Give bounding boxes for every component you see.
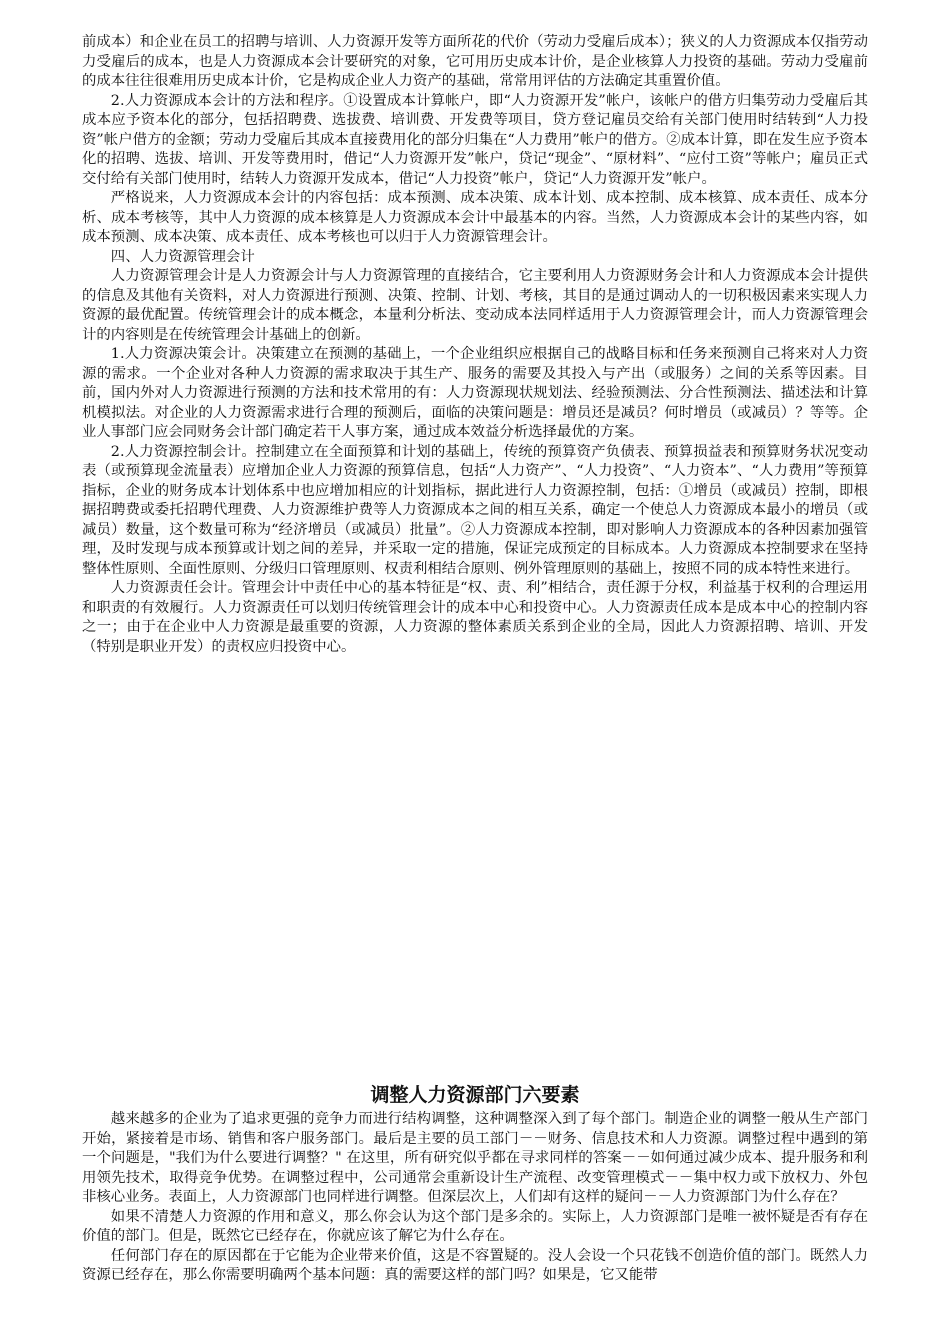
- second-article: [82, 1082, 868, 1286]
- article-title: 调整人力资源部门六要素: [370, 1084, 580, 1106]
- paragraph-control-accounting: 2.人力资源控制会计。控制建立在全面预算和计划的基础上，传统的预算资产负债表、预算损益表和预算财务状况变动表（或预算现金流量表）应增加企业人力资源的预算信息，包括“人力资产”、“人力投资”、“人力资本”、“人力费用”等预算指标，企业的财务成本计划体系中也应增加相应的计划指标，据此进行人力资源控制，包括：①增员（或减员）控制，即根据招聘费或委托招聘代理费、人力资源维护费等人力资源成本之间的相互关系，确定一个使总人力资源成本最小的增员（或减员）数量，这个数量可称为“经济增员（或减员）批量”。②人力资源成本控制，即对影响人力资源成本的各种因素加强管理，及时发现与成本预算或计划之间的差异，并采取一定的措施，保证完成预定的目标成本。人力资源成本控制要求在坚持整体性原则、全面性原则、分级归口管理原则、权责利相结合原则、例外管理原则的基础上，按照不同的成本特性来进行。: [82, 443, 868, 577]
- paragraph-restructuring: 越来越多的企业为了追求更强的竞争力而进行结构调整，这种调整深入到了每个部门。制造企业的调整一般从生产部门开始，紧接着是市场、销售和客户服务部门。最后是主要的员工部门－－财务、信息技术和人力资源。调整过程中遇到的第一个问题是，"我们为什么要进行调整？" 在这里，所有研究似乎都在寻求同样的答案－－如何通过减少成本、提升服务和利用领先技术，取得竞争优势。在调整过程中，公司通常会重新设计生产流程、改变管理模式－－集中权力或下放权力、外包非核心业务。表面上，人力资源部门也同样进行调整。但深层次上，人们却有这样的疑问－－人力资源部门为什么存在？: [82, 1111, 868, 1205]
- section-heading-management-accounting: 四、人力资源管理会计: [110, 248, 255, 265]
- paragraph-hr-role: 如果不清楚人力资源的作用和意义，那么你会认为这个部门是多余的。实际上，人力资源部门是唯一被怀疑是否有存在价值的部门。但是，既然它已经存在，你就应该了解它为什么存在。: [82, 1208, 868, 1244]
- paragraph-cost-accounting-content: 严格说来，人力资源成本会计的内容包括：成本预测、成本决策、成本计划、成本控制、成本核算、成本责任、成本分析、成本考核等，其中人力资源的成本核算是人力资源成本会计中最基本的内容。当然，人力资源成本会计的某些内容，如成本预测、成本决策、成本责任、成本考核也可以归于人力资源管理会计。: [82, 190, 868, 245]
- paragraph-management-accounting: 人力资源管理会计是人力资源会计与人力资源管理的直接结合，它主要利用人力资源财务会计和人力资源成本会计提供的信息及其他有关资料，对人力资源进行预测、决策、控制、计划、考核，其目的是通过调动人的一切积极因素来实现人力资源的最优配置。传统管理会计的成本概念，本量利分析法、变动成本法同样适用于人力资源管理会计，而人力资源管理会计的内容则是在传统管理会计基础上的创新。: [82, 268, 868, 343]
- paragraph-department-value: 任何部门存在的原因都在于它能为企业带来价值，这是不容置疑的。没人会设一个只花钱不创造价值的部门。既然人力资源已经存在，那么你需要明确两个基本问题：真的需要这样的部门吗？如果是，它又能带: [82, 1247, 868, 1283]
- paragraph-cost-accounting-method: 2.人力资源成本会计的方法和程序。①设置成本计算帐户，即“人力资源开发”帐户，该帐户的借方归集劳动力受雇后其成本应予资本化的部分，包括招聘费、选拔费、培训费、开发费等项目，贷方登记雇员交给有关部门使用时结转到“人力投资”帐户借方的金额；劳动力受雇后其成本直接费用化的部分归集在“人力费用”帐户的借方。②成本计算，即在发生应予资本化的招聘、选拔、培训、开发等费用时，借记“人力资源开发”帐户，贷记“现金”、“原材料”、“应付工资”等帐户；雇员正式交付给有关部门使用时，结转人力资源开发成本，借记“人力投资”帐户，贷记“人力资源开发”帐户。: [82, 92, 868, 187]
- paragraph-cost-definition: 前成本）和企业在员工的招聘与培训、人力资源开发等方面所花的代价（劳动力受雇后成本）；狭义的人力资源成本仅指劳动力受雇后的成本，也是人力资源成本会计要研究的对象，它可用历史成本计价，是企业核算人力投资的基础。劳动力受雇前的成本往往很难用历史成本计价，它是构成企业人力资产的基础，常常用评估的方法确定其重置价值。: [82, 34, 868, 89]
- paragraph-decision-accounting: 1.人力资源决策会计。决策建立在预测的基础上，一个企业组织应根据自己的战略目标和任务来预测自己将来对人力资源的需求。一个企业对各种人力资源的需求取决于其生产、服务的需要及其投入与产出（或服务）之间的关系等因素。目前，国内外对人力资源进行预测的方法和技术常用的有：人力资源现状规划法、经验预测法、分合性预测法、描述法和计算机模拟法。对企业的人力资源需求进行合理的预测后，面临的决策问题是：增员还是减员？何时增员（或减员）？等等。企业人事部门应会同财务会计部门确定若干人事方案，通过成本效益分析选择最优的方案。: [82, 346, 868, 440]
- document-page-body: [82, 33, 868, 657]
- paragraph-responsibility-accounting: 人力资源责任会计。管理会计中责任中心的基本特征是“权、责、利”相结合，责任源于分权，利益基于权利的合理运用和职责的有效履行。人力资源责任可以划归传统管理会计的成本中心和投资中心。人力资源责任成本是成本中心的控制内容之一；由于在企业中人力资源是最重要的资源，人力资源的整体素质关系到企业的全局，因此人力资源招聘、培训、开发（特别是职业开发）的责权应归投资中心。: [82, 580, 868, 655]
